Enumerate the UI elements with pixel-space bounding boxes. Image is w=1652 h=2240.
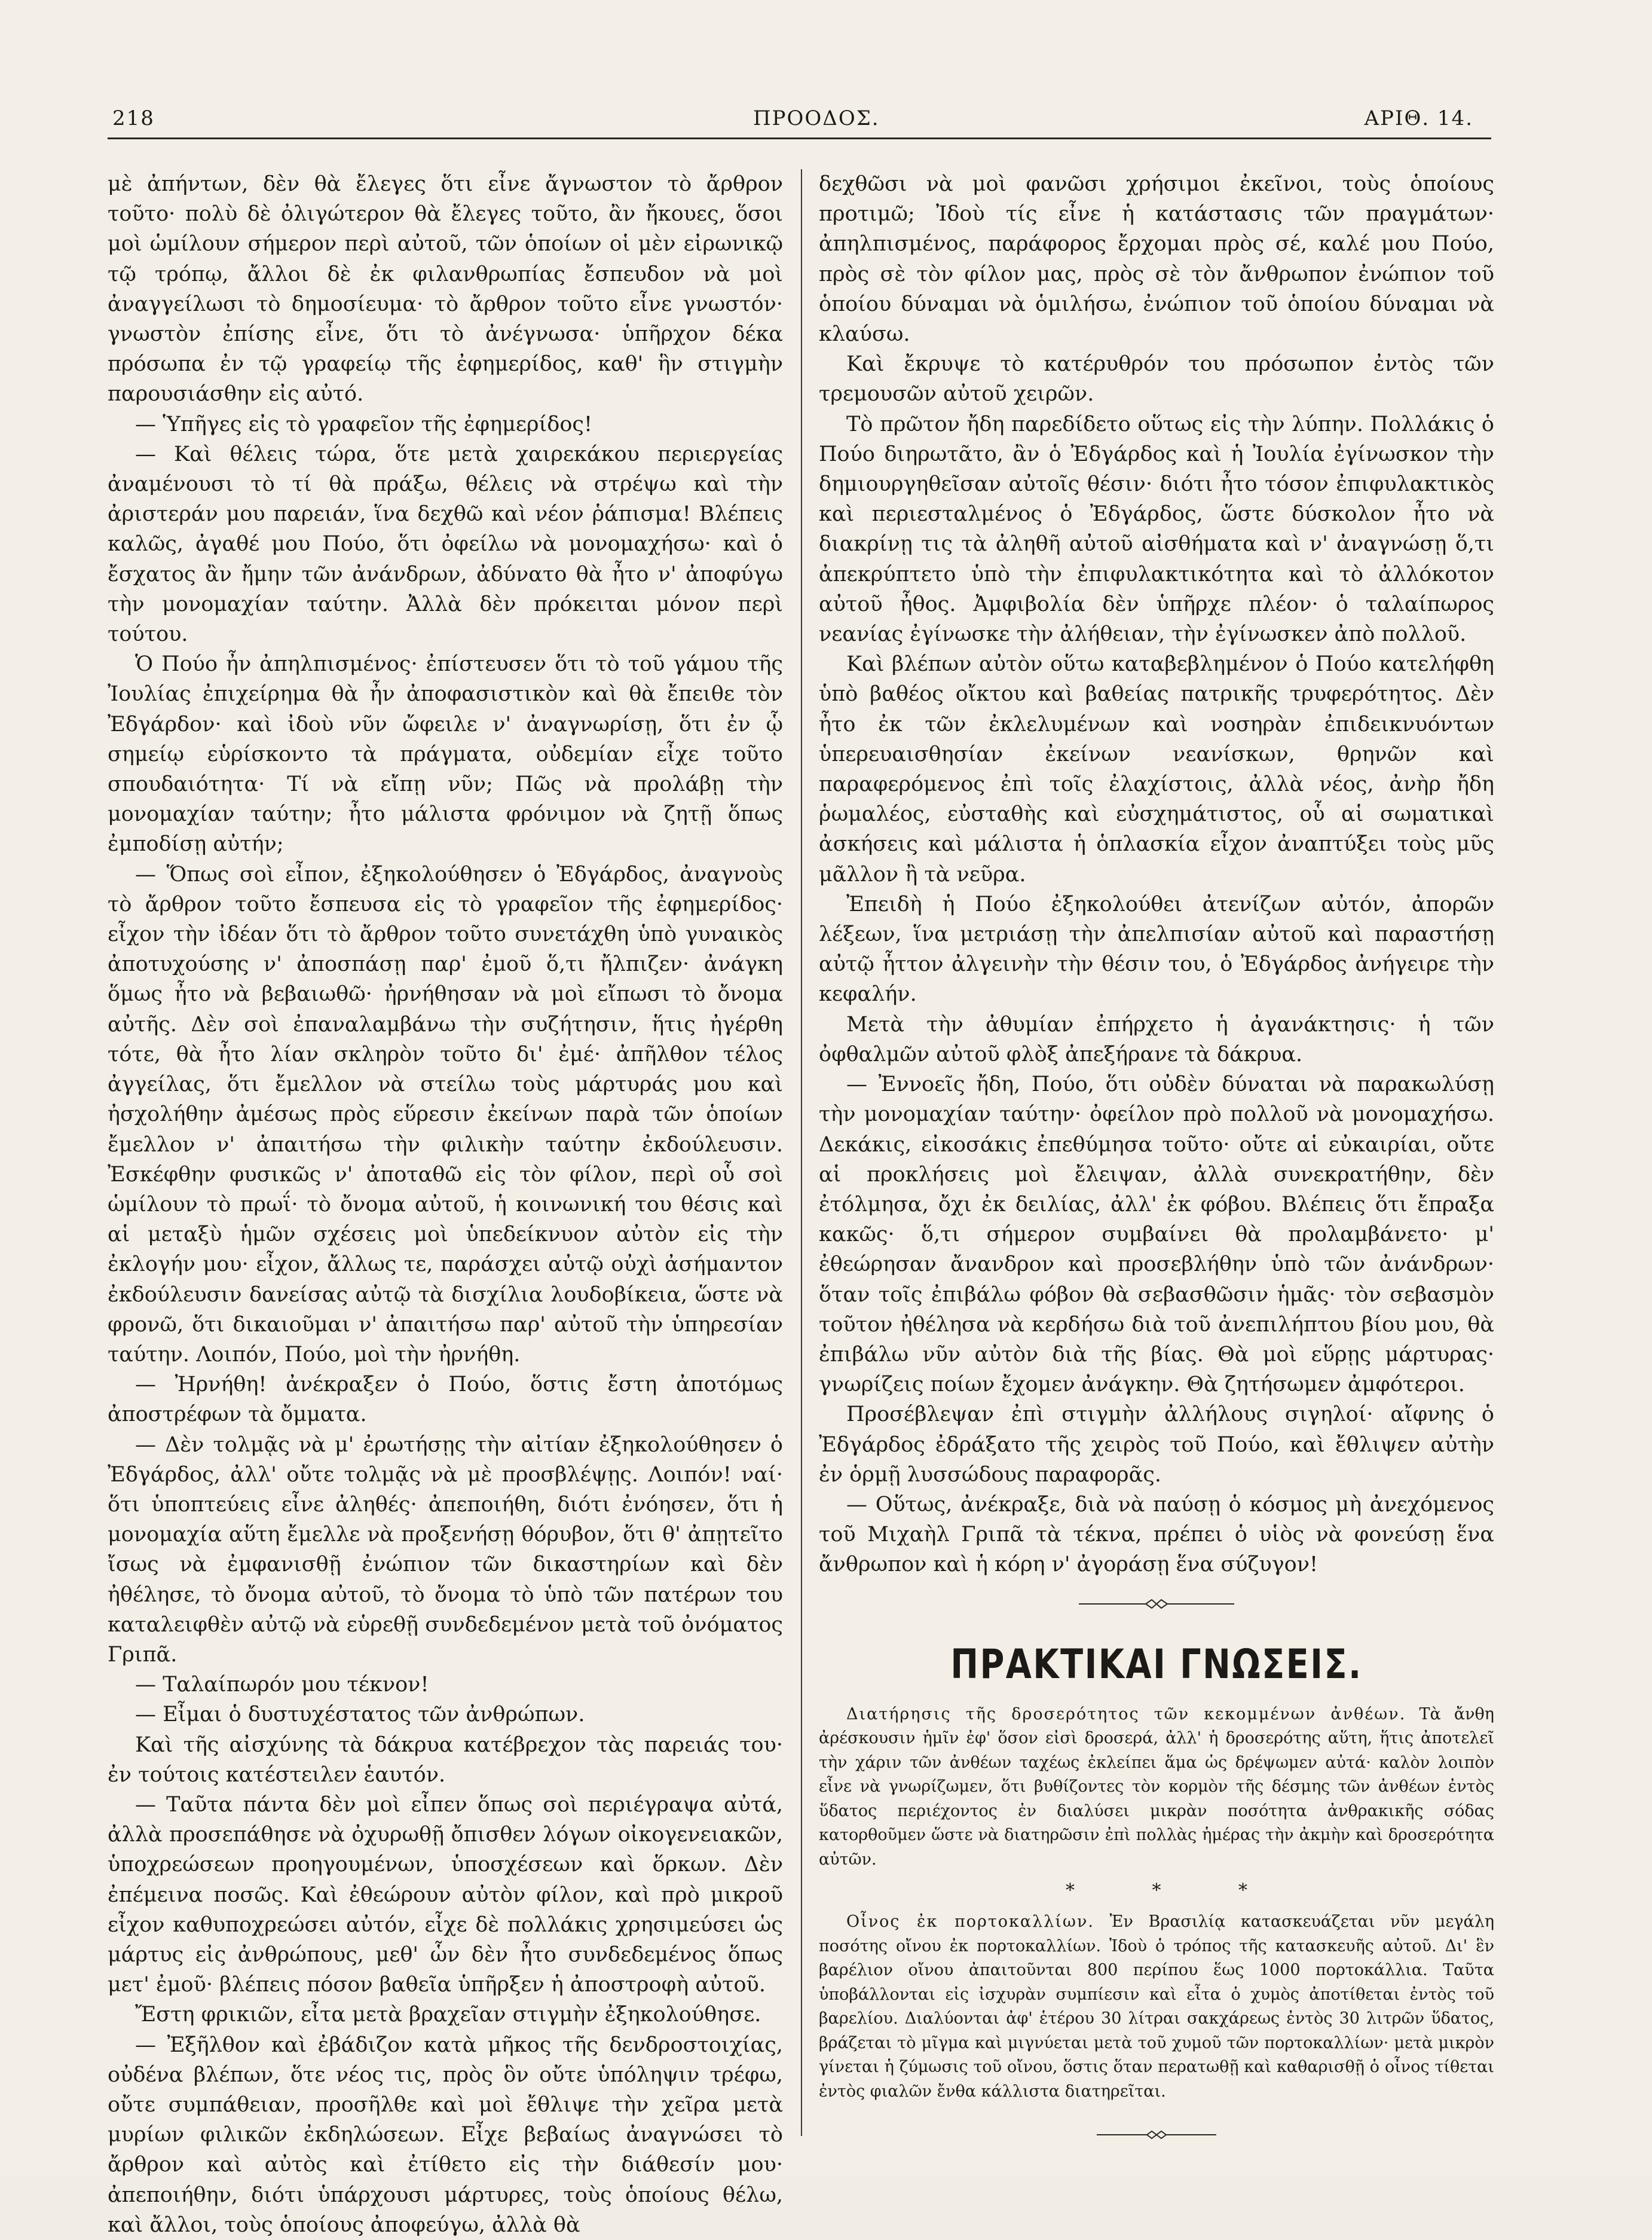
section-title: ΠΡΑΚΤΙΚΑΙ ΓΝΩΣΕΙΣ. [950, 1640, 1363, 1688]
paragraph: — Οὕτως, ἀνέκραξε, διὰ νὰ παύσῃ ὁ κόσμος μὴ ἀνεχόμενος τοῦ Μιχαὴλ Γριπᾶ τὰ τέκνα, πρέπει ὁ υἱὸς νὰ φονεύσῃ ἕνα ἄνθρωπον καὶ ἡ κόρη ν' ἀγοράσῃ ἕνα σύζυγον! [819, 1492, 1494, 1577]
paragraph: Καὶ βλέπων αὐτὸν οὕτω καταβεβλημένον ὁ Πούο κατελήφθη ὑπὸ βαθέος οἴκτου καὶ βαθείας πατρικῆς τρυφερότητος. Δὲν ἦτο ἐκ τῶν ἐκλελυμένων καὶ νοσηρὰν ἐπιδεικνυόντων ὑπερευαισθησίαν ἐκείνων νεανίσκων, θρηνῶν καὶ παραφερόμενος ἐπὶ τοῖς ἐλαχίστοις, ἀλλὰ νέος, ἀνὴρ ἤδη ῥωμαλέος, εὐσταθὴς καὶ εὐσχημάτιστος, οὗ αἱ σωματικαὶ ἀσκήσεις καὶ μάλιστα ἡ ὁπλασκία εἶχον ἀναπτύξει τοὺς μῦς μᾶλλον ἢ τὰ νεῦρα. [819, 652, 1494, 887]
paragraph: μὲ ἀπήντων, δὲν θὰ ἔλεγες ὅτι εἶνε ἄγνωστον τὸ ἄρθρον τοῦτο· πολὺ δὲ ὀλιγώτερον θὰ ἔλεγες τοῦτο, ἂν ἤκουες, ὅσοι μοὶ ὡμίλουν σήμερον περὶ αὐτοῦ, τῶν ὁποίων οἱ μὲν εἰρωνικῷ τῷ τρόπῳ, ἄλλοι δὲ ἐκ φιλανθρωπίας ἔσπευδον νὰ μοὶ ἀναγγείλωσι τὸ δημοσίευμα· τὸ ἄρθρον τοῦτο εἶνε γνωστόν· γνωστὸν ἐπίσης εἶνε, ὅτι τὸ ἀνέγνωσα· ὑπῆρχον δέκα πρόσωπα ἐν τῷ γραφείῳ τῆς ἐφημερίδος, καθ' ἣν στιγμὴν παρουσιάσθην εἰς αὐτό. [108, 172, 783, 407]
page-number: 218 [112, 106, 155, 130]
journal-title: ΠΡΟΟΔΟΣ. [753, 106, 880, 130]
paragraph: — Ἠρνήθη! ἀνέκραξεν ὁ Πούο, ὅστις ἔστη ἀποτόμως ἀποστρέφων τὰ ὄμματα. [108, 1373, 783, 1427]
paragraph: — Ταῦτα πάντα δὲν μοὶ εἶπεν ὅπως σοὶ περιέγραψα αὐτά, ἀλλὰ προσεπάθησε νὰ ὀχυρωθῇ ὄπισθεν λόγων οἰκογενειακῶν, ὑποχρεώσεων προηγουμένων, ὑποσχέσεων καὶ ὅρκων. Δὲν ἐπέμεινα ποσῶς. Καὶ ἐθεώρουν αὐτὸν φίλον, καὶ πρὸ μικροῦ εἶχον καθυποχρεώσει αὐτόν, εἶχε δὲ πολλάκις χρησιμεύσει ὡς μάρτυς εἰς ἀνθρώπους, μεθ' ὧν δὲν ἦτο συνδεδεμένος ὅπως μετ' ἐμοῦ· βλέπεις πόσον βαθεῖα ὑπῆρξεν ἡ ἀποστροφὴ αὐτοῦ. [108, 1792, 783, 1997]
paragraph: — Ὑπῆγες εἰς τὸ γραφεῖον τῆς ἐφημερίδος! [135, 412, 593, 436]
paragraph: — Ἐξῆλθον καὶ ἐβάδιζον κατὰ μῆκος τῆς δενδροστοιχίας, οὐδένα βλέπων, ὅτε νέος τις, πρὸς ὃν οὔτε ὑπόληψιν τρέφω, οὔτε συμπάθειαν, προσῆλθε καὶ μοὶ ἔθλιψε τὴν χεῖρα μετὰ μυρίων φιλικῶν ἐκδηλώσεων. Εἶχε βεβαίως ἀναγνώσει τὸ ἄρθρον καὶ αὐτὸς καὶ ἐτίθετο εἰς τὴν διάθεσίν μου· ἀπεποιήθην, διότι ὑπάρχουσι μάρτυρες, τοὺς ὁποίους θέλω, καὶ ἄλλοι, τοὺς ὁποίους ἀποφεύγω, ἀλλὰ θὰ [108, 2033, 783, 2237]
tip-body: Τὰ ἄνθη ἀρέσκουσιν ἡμῖν ἐφ' ὅσον εἰσὶ δροσερά, ἀλλ' ἡ δροσερότης αὕτη, ἥτις ἀποτελεῖ τὴν χάριν τῶν ἀνθέων ταχέως ἐκλείπει ἅμα ὡς δρέψωμεν αὐτά· καλὸν λοιπὸν εἶνε νὰ γνωρίζωμεν, ὅτι βυθίζοντες τὸν κορμὸν τῆς δέσμης τῶν ἀνθέων ἐντὸς ὕδατος περιέχοντος ἐν διαλύσει μικρὰν ποσότητα ἀνθρακικῆς σόδας κατορθοῦμεν ὥστε νὰ διατηρῶσιν ἐπὶ πολλὰς ἡμέρας τὴν ἀκμὴν καὶ δροσερότητα αὐτῶν. [819, 1704, 1494, 1869]
paragraph: — Δὲν τολμᾷς νὰ μ' ἐρωτήσῃς τὴν αἰτίαν ἐξηκολούθησεν ὁ Ἐδγάρδος, ἀλλ' οὔτε τολμᾷς νὰ μὲ προσβλέψῃς. Λοιπόν! ναί· ὅτι ὑποπτεύεις εἶνε ἀληθές· ἀπεποιήθη, διότι ἐνόησεν, ὅτι ἡ μονομαχία αὕτη ἔμελλε νὰ προξενήσῃ θόρυβον, ὅτι θ' ἀπῃτεῖτο ἴσως νὰ ἐμφανισθῇ ἐνώπιον τῶν δικαστηρίων καὶ δὲν ἠθέλησε, τὸ ὄνομα αὐτοῦ, τὸ ὄνομα τὸ ὑπὸ τῶν πατέρων του καταλειφθὲν αὐτῷ νὰ εὑρεθῇ συνδεδεμένον μετὰ τοῦ ὀνόματος Γριπᾶ. [108, 1432, 783, 1667]
tip-heading: Διατήρησις τῆς δροσερότητος τῶν κεκομμένων ἀνθέων. [846, 1704, 1406, 1723]
issue-number: ΑΡΙΘ. 14. [1364, 106, 1473, 130]
story-continuation [819, 169, 1494, 1580]
paragraph: — Ταλαίπωρόν μου τέκνον! [135, 1673, 429, 1697]
paragraph: δεχθῶσι νὰ μοὶ φανῶσι χρήσιμοι ἐκεῖνοι, τοὺς ὁποίους προτιμῶ; Ἰδοὺ τίς εἶνε ἡ κατάστασις τῶν πραγμάτων· ἀπηλπισμένος, παράφορος ἔρχομαι πρὸς σέ, καλέ μου Πούο, πρὸς σὲ τὸν φίλον μας, πρὸς σὲ τὸν ἄνθρωπον ἐνώπιον τοῦ ὁποίου δύναμαι νὰ ὁμιλήσω, ἐνώπιον τοῦ ὁποίου δύναμαι νὰ κλαύσω. [819, 172, 1494, 347]
paragraph: Τὸ πρῶτον ἤδη παρεδίδετο οὕτως εἰς τὴν λύπην. Πολλάκις ὁ Πούο διηρωτᾶτο, ἂν ὁ Ἐδγάρδος καὶ ἡ Ἰουλία ἐγίνωσκον τὴν δημιουργηθεῖσαν αὐτοῖς θέσιν· διότι ἦτο τόσον ἐπιφυλακτικὸς καὶ περιεσταλμένος ὁ Ἐδγάρδος, ὥστε δύσκολον ἦτο νὰ διακρίνῃ τις τὰ ἀληθῆ αὐτοῦ αἰσθήματα καὶ ν' ἀναγνώσῃ ὅ,τι ἀπεκρύπτετο ὑπὸ τὴν ἐπιφυλακτικότητα καὶ τὸ ἀλλόκοτον αὐτοῦ ἦθος. Ἀμφιβολία δὲν ὑπῆρχε πλέον· ὁ ταλαίπωρος νεανίας ἐγίνωσκε τὴν ἀλήθειαν, τὴν ἐγίνωσκεν ἀπὸ πολλοῦ. [819, 412, 1494, 647]
practical-tips [819, 1703, 1494, 2104]
tip-orange-wine [819, 1910, 1494, 2104]
ornament-divider-end [1097, 2128, 1216, 2142]
paragraph: Ἐπειδὴ ἡ Πούο ἐξηκολούθει ἀτενίζων αὐτόν, ἀπορῶν λέξεων, ἵνα μετριάσῃ τὴν ἀπελπισίαν αὐτοῦ καὶ παραστήσῃ αὐτῷ ἧττον ἀλγεινὴν τὴν θέσιν του, ὁ Ἐδγάρδος ἀνήγειρε τὴν κεφαλήν. [819, 892, 1494, 1007]
tip-heading: Οἶνος ἐκ πορτοκαλλίων. [846, 1912, 1094, 1932]
paragraph: — Ὅπως σοὶ εἶπον, ἐξηκολούθησεν ὁ Ἐδγάρδος, ἀναγνοὺς τὸ ἄρθρον τοῦτο ἔσπευσα εἰς τὸ γραφεῖον τῆς ἐφημερίδος· εἶχον τὴν ἰδέαν ὅτι τὸ ἄρθρον τοῦτο συνετάχθη ὑπὸ γυναικὸς ἀποτυχούσης ν' ἀποσπάσῃ παρ' ἐμοῦ ὅ,τι ἤλπιζεν· ἀνάγκη ὅμως ἦτο νὰ βεβαιωθῶ· ἠρνήθησαν νὰ μοὶ εἴπωσι τὸ ὄνομα αὐτῆς. Δὲν σοὶ ἐπαναλαμβάνω τὴν συζήτησιν, ἥτις ἠγέρθη τότε, θὰ ἦτο λίαν σκληρὸν τοῦτο δι' ἐμέ· ἀπῆλθον τέλος ἀγγείλας, ὅτι ἔμελλον νὰ στείλω τοὺς μάρτυράς μου καὶ ἠσχολήθην ἀμέσως πρὸς εὕρεσιν ἐκείνων παρὰ τῶν ὁποίων ἔμελλον ν' ἀπαιτήσω τὴν φιλικὴν ταύτην ἐκδούλευσιν. Ἐσκέφθην φυσικῶς ν' ἀποταθῶ εἰς τὸν φίλον, περὶ οὗ σοὶ ὡμίλουν τὸ πρωΐ· τὸ ὄνομα αὐτοῦ, ἡ κοινωνική του θέσις καὶ αἱ μεταξὺ ἡμῶν σχέσεις μοὶ ὑπεδείκνυον αὐτὸν εἰς τὴν ἐκλογήν μου· εἶχον, ἄλλως τε, παράσχει αὐτῷ οὐχὶ ἀσήμαντον ἐκδούλευσιν δανείσας αὐτῷ τὰ δισχίλια λουδοβίκεια, ὥστε νὰ φρονῶ, ὅτι δικαιοῦμαι ν' ἀπαιτήσω παρ' αὐτοῦ τὴν ὑπηρεσίαν ταύτην. Λοιπόν, Πούο, μοὶ τὴν ἠρνήθη. [108, 862, 783, 1367]
paragraph: Ἔστη φρικιῶν, εἶτα μετὰ βραχεῖαν στιγμὴν ἐξηκολούθησε. [135, 2003, 761, 2027]
right-column [819, 169, 1494, 2142]
paragraph: Προσέβλεψαν ἐπὶ στιγμὴν ἀλλήλους σιγηλοί· αἴφνης ὁ Ἐδγάρδος ἐδράξατο τῆς χειρὸς τοῦ Πούο, καὶ ἔθλιψεν αὐτὴν ἐν ὁρμῇ λυσσώδους παραφορᾶς. [819, 1402, 1494, 1487]
tip-flowers [819, 1703, 1494, 1872]
paragraph: Καὶ τῆς αἰσχύνης τὰ δάκρυα κατέβρεχον τὰς παρειάς του· ἐν τούτοις κατέστειλεν ἑαυτόν. [108, 1732, 783, 1787]
column-divider [801, 169, 802, 2136]
paragraph: — Ἐννοεῖς ἤδη, Πούο, ὅτι οὐδὲν δύναται νὰ παρακωλύσῃ τὴν μονομαχίαν ταύτην· ὀφείλον πρὸ πολλοῦ νὰ μονομαχήσω. Δεκάκις, εἰκοσάκις ἐπεθύμησα τοῦτο· οὔτε αἱ εὐκαιρίαι, οὔτε αἱ προκλήσεις μοὶ ἔλειψαν, ἀλλὰ συνεκρατήθην, δὲν ἐτόλμησα, ὄχι ἐκ δειλίας, ἀλλ' ἐκ φόβου. Βλέπεις ὅτι ἔπραξα κακῶς· ὅ,τι σήμερον συμβαίνει θὰ προλαμβάνετο· μ' ἐθεώρησαν ἄνανδρον καὶ προσεβλήθην ὑπὸ τῶν ἀνάνδρων· ὅταν τοῖς ἐπιβάλω φόβον θὰ σεβασθῶσιν ἡμᾶς· τὸν σεβασμὸν τοῦτον ἠθέλησα νὰ κερδήσω διὰ τοῦ ἀνεπιλήπτου βίου μου, θὰ ἐπιβάλω νῦν αὐτὸν διὰ τῆς βίας. Θὰ μοὶ εὕρῃς μάρτυρας· γνωρίζεις ποίων ἔχομεν ἀνάγκην. Θὰ ζητήσωμεν ἀμφότεροι. [819, 1072, 1494, 1397]
paragraph: — Καὶ θέλεις τώρα, ὅτε μετὰ χαιρεκάκου περιεργείας ἀναμένουσι τὸ τί θὰ πράξω, θέλεις νὰ στρέψω καὶ τὴν ἀριστεράν μου παρειάν, ἵνα δεχθῶ καὶ νέον ῥάπισμα! Βλέπεις καλῶς, ἀγαθέ μου Πούο, ὅτι ὀφείλω νὰ μονομαχήσω· καὶ ὁ ἔσχατος ἂν ἤμην τῶν ἀνάνδρων, ἀδύνατο θὰ ἦτο ν' ἀποφύγω τὴν μονομαχίαν ταύτην. Ἀλλὰ δὲν πρόκειται μόνον περὶ τούτου. [108, 442, 783, 647]
asterism: * * * [1065, 1880, 1284, 1902]
paragraph: Καὶ ἔκρυψε τὸ κατέρυθρόν του πρόσωπον ἐντὸς τῶν τρεμουσῶν αὐτοῦ χειρῶν. [819, 352, 1494, 407]
paragraph: — Εἶμαι ὁ δυστυχέστατος τῶν ἀνθρώπων. [135, 1703, 585, 1727]
paragraph: Ὁ Πούο ἦν ἀπηλπισμένος· ἐπίστευσεν ὅτι τὸ τοῦ γάμου τῆς Ἰουλίας ἐπιχείρημα θὰ ἦν ἀποφασιστικὸν καὶ θὰ ἔπειθε τὸν Ἐδγάρδον· καὶ ἰδοὺ νῦν ὤφειλε ν' ἀναγνωρίσῃ, ὅτι ἐν ᾧ σημείῳ εὑρίσκοντο τὰ πράγματα, οὐδεμίαν εἶχε τοῦτο σπουδαιότητα· Τί νὰ εἴπῃ νῦν; Πῶς νὰ προλάβῃ τὴν μονομαχίαν ταύτην; ἦτο μάλιστα φρόνιμον νὰ ζητῇ ὅπως ἐμποδίσῃ αὐτήν; [108, 652, 783, 857]
tip-body: Ἐν Βρασιλίᾳ κατασκευάζεται νῦν μεγάλη ποσότης οἴνου ἐκ πορτοκαλλίων. Ἰδοὺ ὁ τρόπος τῆς κατασκευῆς αὐτοῦ. Δι' ἓν βαρέλιον οἴνου ἀπαιτοῦνται 800 περίπου ἕως 1000 πορτοκάλλια. Ταῦτα ὑποβάλλονται εἰς ἰσχυρὰν συμπίεσιν καὶ εἶτα ὁ χυμὸς ἀποτίθεται ἐντὸς τοῦ βαρελίου. Διαλύονται ἀφ' ἑτέρου 30 λίτραι σακχάρεως ἐντὸς 30 λιτρῶν ὕδατος, βράζεται τὸ μῖγμα καὶ μιγνύεται μετὰ τοῦ χυμοῦ τῶν πορτοκαλλίων· μετὰ μικρὸν γίνεται ἡ ζύμωσις τοῦ οἴνου, ὅστις ὅταν περατωθῇ καὶ καθαρισθῇ ὁ οἶνος τίθεται ἐντὸς φιαλῶν ἔνθα κάλλιστα διατηρεῖται. [819, 1912, 1495, 2101]
ornament-divider [1079, 1597, 1234, 1611]
paragraph: Μετὰ τὴν ἀθυμίαν ἐπήρχετο ἡ ἀγανάκτησις· ἡ τῶν ὀφθαλμῶν αὐτοῦ φλὸξ ἀπεξήρανε τὰ δάκρυα. [819, 1012, 1494, 1066]
left-column [108, 169, 783, 2237]
page-header [108, 102, 1491, 139]
